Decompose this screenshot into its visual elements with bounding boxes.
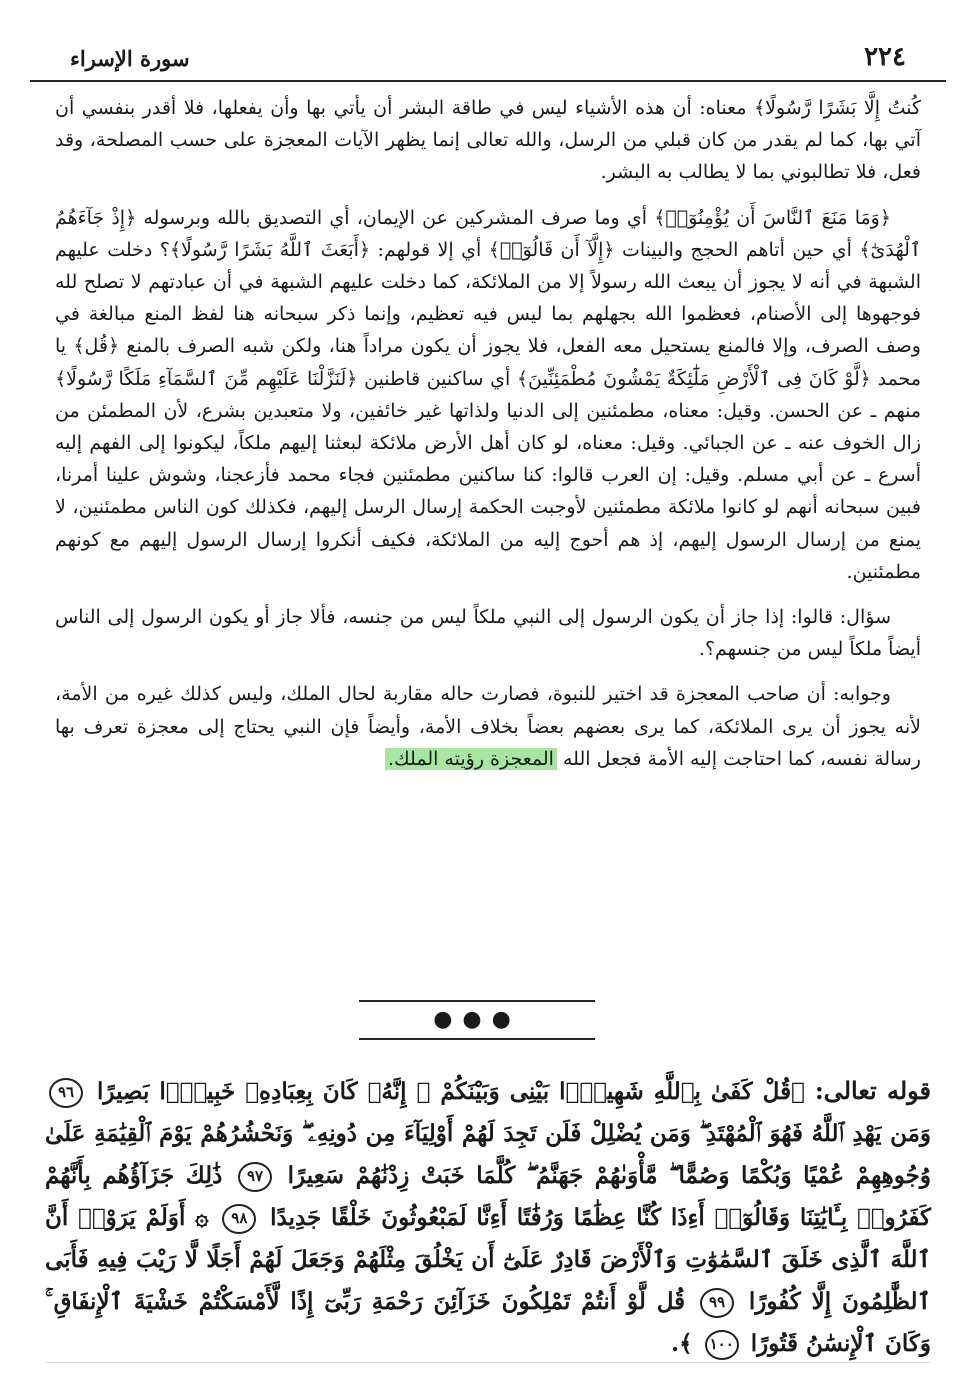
verse-97-text: وَمَن يَهْدِ ٱللَّهُ فَهُوَ ٱلْمُهْتَدِ ۖ وَمَن يُضْلِلْ فَلَن تَجِدَ لَهُمْ أَوْلِيَآءَ مِن دُونِهِۦ ۖ وَنَحْشُرُهُمْ يَوْمَ ٱلْقِيَٰمَةِ عَلَىٰ وُجُوهِهِمْ عُمْيًا وَبُكْمًا وَصُمًّا ۖ مَّأْوَىٰهُمْ جَهَنَّمُ ۖ كُلَّمَا خَبَتْ زِدْنَٰهُمْ سَعِيرًا <box>45 1120 931 1189</box>
separator-dots: ●●● <box>433 1007 521 1032</box>
verse-100-text: قُل لَّوْ أَنتُمْ تَمْلِكُونَ خَزَآئِنَ رَحْمَةِ رَبِّىٓ إِذًا لَّأَمْسَكْتُمْ خَشْيَةَ ٱلْإِنفَاقِ ۚ وَكَانَ ٱلْإِنسَٰنُ قَتُورًا <box>45 1288 931 1357</box>
page-bottom-edge <box>45 1362 931 1363</box>
separator-line-top <box>359 1000 595 1002</box>
paragraph-2: ﴿وَمَا مَنَعَ ٱلنَّاسَ أَن يُؤْمِنُوٓا۟﴾ أي وما صرف المشركين عن الإيمان، أي التصديق بالله وبرسوله ﴿إِذْ جَآءَهُمُ ٱلْهُدَىٰٓ﴾ أي حين أتاهم الحجج والبينات ﴿إِلَّآ أَن قَالُوٓا۟﴾ أي إلا قولهم: ﴿أَبَعَثَ ٱللَّهُ بَشَرًا رَّسُولًا﴾؟ دخلت عليهم الشبهة في أنه لا يجوز أن يبعث الله رسولاً إلا من الملائكة، كما دخلت عليهم الشبهة في أن عبادتهم لا تصلح لله فوجهوها إلى الأصنام، فعظموا الله بجهلهم بما ليس فيه تعظيم، وإنما ذكر سبحانه هنا لفظ المنع مبالغة في وصف الصرف، وإلا فالمنع يستحيل معه الفعل، فلا يجوز أن يكون مراداً هنا، ولكن شبه الصرف بالمنع ﴿قُل﴾ يا محمد ﴿لَّوْ كَانَ فِى ٱلْأَرْضِ مَلَٰٓئِكَةٌ يَمْشُونَ مُطْمَئِنِّينَ﴾ أي ساكنين قاطنين ﴿لَنَزَّلْنَا عَلَيْهِم مِّنَ ٱلسَّمَآءِ مَلَكًا رَّسُولًا﴾ منهم ـ عن الحسن. وقيل: معناه، مطمئنين إلى الدنيا ولذاتها غير خائفين، ولا متعبدين بشرع، لأن المطمئن من زال الخوف عنه ـ عن الجبائي. وقيل: معناه، لو كان أهل الأرض ملائكة لبعثنا إليهم ملكاً، ليكونوا إلى الفهم إليه أسرع ـ عن أبي مسلم. وقيل: إن العرب قالوا: كنا ساكنين مطمئنين فجاء محمد فأزعجنا، وشوش علينا أمرنا، فبين سبحانه أنهم لو كانوا ملائكة مطمئنين لأوجبت الحكمة إرسال الرسل إليهم، فكذلك كون الناس مطمئنين، لا يمنع من إرسال الرسول إليهم، إذ هم أحوج إليه من الملائكة، فكيف أنكروا إرسال الرسول إليهم مع كونهم مطمئنين. <box>55 206 921 583</box>
paragraph-question: سؤال: قالوا: إذا جاز أن يكون الرسول إلى النبي ملكاً ليس من جنسه، فألا جاز أو يكون الرسول إلى الناس أيضاً ملكاً ليس من جنسهم؟. <box>55 606 921 661</box>
surah-title: سورة الإسراء <box>70 46 190 71</box>
verses-lead: قوله تعالى: <box>814 1076 932 1105</box>
verse-number-99: ٩٩ <box>700 1288 734 1318</box>
commentary-body <box>55 92 921 788</box>
verse-99-text: ۞ أَوَلَمْ يَرَوْا۟ أَنَّ ٱللَّهَ ٱلَّذِى خَلَقَ ٱلسَّمَٰوَٰتِ وَٱلْأَرْضَ قَادِرٌ عَلَىٰٓ أَن يَخْلُقَ مِثْلَهُمْ وَجَعَلَ لَهُمْ أَجَلًا لَّا رَيْبَ فِيهِ فَأَبَى ٱلظَّٰلِمُونَ إِلَّا كُفُورًا <box>45 1204 931 1315</box>
page-header <box>30 40 946 80</box>
section-separator <box>359 1000 595 1060</box>
quran-verses <box>45 1070 931 1365</box>
verse-number-100: ١٠٠ <box>705 1330 739 1360</box>
verses-closing: ﴾. <box>671 1330 693 1357</box>
verse-number-98: ٩٨ <box>222 1204 256 1234</box>
verse-number-97: ٩٧ <box>238 1162 272 1192</box>
page-number: ٢٢٤ <box>864 42 906 72</box>
verse-98-text: ذَٰلِكَ جَزَآؤُهُم بِأَنَّهُمْ كَفَرُوا۟ بِـَٔايَٰتِنَا وَقَالُوٓا۟ أَءِذَا كُنَّا عِظَٰمًا وَرُفَٰتًا أَءِنَّا لَمَبْعُوثُونَ خَلْقًا جَدِيدًا <box>45 1162 931 1231</box>
separator-line-bottom <box>359 1038 595 1040</box>
header-divider <box>30 80 946 82</box>
verse-96-text: ﴿قُلْ كَفَىٰ بِٱللَّهِ شَهِيدًۢا بَيْنِى وَبَيْنَكُمْ ۚ إِنَّهُۥ كَانَ بِعِبَادِهِۦ خَبِيرًۢا بَصِيرًا <box>97 1078 805 1105</box>
answer-text: وجوابه: أن صاحب المعجزة قد اختير للنبوة، فصارت حاله مقاربة لحال الملك، وليس كذلك غيره من الأمة، لأنه يجوز أن يرى الملائكة، كما يرى بعضهم بعضاً بخلاف الأمة، وأيضاً فإن النبي يحتاج إلى معجزة تعرف بها رسالة نفسه، كما احتاجت إليه الأمة فجعل الله <box>55 683 921 770</box>
paragraph-1: كُنتُ إِلَّا بَشَرًا رَّسُولًا﴾ معناه: أن هذه الأشياء ليس في طاقة البشر أن يأتي بها وأن يفعلها، فلا أقدر بنفسي أن آتي بها، كما لم يقدر من كان قبلي من الرسل، والله تعالى إنما يظهر الآيات المعجزة على حسب المصلحة، وقد فعل، فلا تطالبوني بما لا يطالب به البشر. <box>55 97 921 184</box>
paragraph-answer <box>55 678 921 775</box>
verse-number-96: ٩٦ <box>49 1078 83 1108</box>
highlighted-text: المعجزة رؤيته الملك. <box>385 748 557 770</box>
